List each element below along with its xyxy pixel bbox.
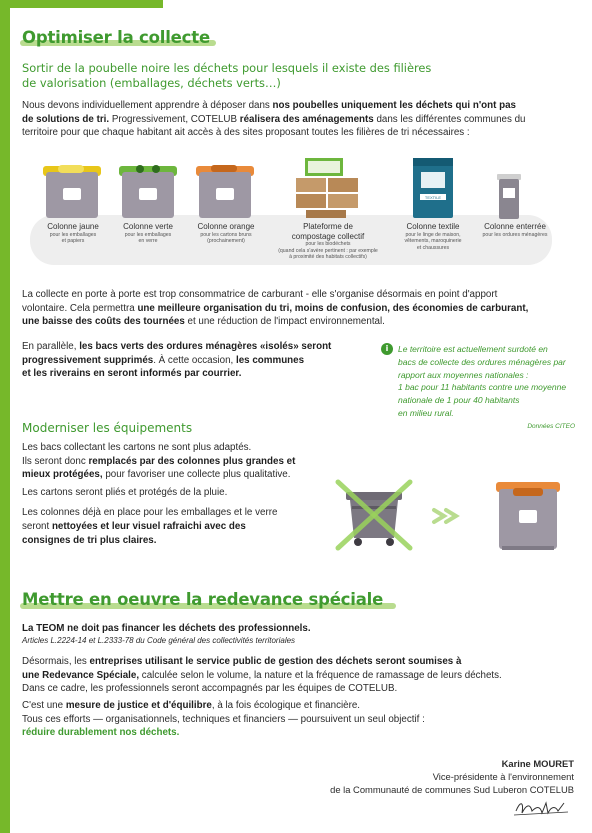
info-note: Le territoire est actuellement surdoté en bacs de collecte des ordures ménagères par rapport aux moyennes nationales : 1 bac pour 11 habitants contre une moyenne nationale de 1 pour 40 habitants en milieu rural. [398,344,567,418]
yellow-column-icon [43,165,101,218]
signatory-name: Karine MOURET [501,758,574,769]
signatory-role: Vice-présidente à l'environnement [432,771,574,782]
bin-label-orange: Colonne orange pour les cartons bruns (prochainement) [197,222,255,244]
top-accent-bar [0,0,163,8]
bin-label-textile: Colonne textile pour le linge de maison, vêtements, maroquinerie et chaussures [404,222,462,251]
old-bin-icon [338,482,410,548]
textile-badge: TEXTILE [424,195,442,200]
collecte-paragraph: La collecte en porte à porte est trop consommatrice de carburant - elle s'organise désormais en point d'apport volontaire. Cela permettra une meilleure organisation du tri, moins de confusion, des économies de carburant, une baisse des coûts des tournées et une réduction de l'impact environnemental. [22,289,529,328]
parallele-paragraph: En parallèle, les bacs verts des ordures ménagères «isolés» seront progressivement supprimés. À cette occasion, les communes et les riverains en seront informés par courrier. [22,341,332,380]
signature-block [330,757,574,796]
info-icon: i [381,343,393,355]
section-title-redevance: Mettre en oeuvre la redevance spéciale [22,590,384,609]
buried-column-icon [497,174,521,219]
green-column-icon [119,165,177,218]
intro-paragraph: Nous devons individuellement apprendre à déposer dans nos poubelles uniquement les déchets qui n'ont pas de solutions de tri. Progressivement, COTELUB réalisera des aménagements dans les différentes communes du territoire pour que chaque habitant ait accès à des sites proposant toutes les filières de tri nécessaires : [22,100,526,139]
left-accent-bar [0,0,10,833]
bin-label-buried: Colonne enterrée pour les ordures ménagères [482,222,548,238]
section-subtitle: Sortir de la poubelle noire les déchets pour lesquels il existe des filières de valorisation (emballages, déchets verts…) [22,61,432,90]
bin-label-green: Colonne verte pour les emballages en verre [123,222,173,244]
handwritten-signature [512,797,572,819]
bin-label-compost: Plateforme de compostage collectif pour les biodéchets (quand cela s'avère pertinent : par exemple à proximité des habitats collectifs) [278,222,378,260]
redevance-paragraph: Désormais, les entreprises utilisant le service public de gestion des déchets seront soumises à une Redevance Spéciale, calculée selon le volume, la nature et la fréquence de ramassage de leurs déchets. Dans ce cadre, les professionnels seront accompagnés par les équipes de COTELUB. [22,656,502,695]
arrow-icon [434,510,456,522]
bin-label-yellow: Colonne jaune pour les emballages et papiers [47,222,99,244]
compost-platform-icon [296,158,358,218]
equipment-comparison [330,476,580,556]
objectif-paragraph: C'est une mesure de justice et d'équilibre, à la fois écologique et financière. Tous ces efforts — organisationnels, techniques et financiers — poursuivent un seul objectif : réduire durablement nos déchets. [22,699,582,740]
bins-illustration [0,150,592,230]
info-source: Données CITEO [527,423,575,430]
moderniser-paragraph: Les bacs collectant les cartons ne sont plus adaptés. Ils seront donc remplacés par des colonnes plus grandes et mieux protégées, pour favoriser une collecte plus qualitative. Les cartons seront pliés et protégés de la pluie. Les colonnes déjà en place pour les emballages et le verre seront nettoyées et leur visuel rafraichi avec des consignes de tri plus claires. [22,442,296,546]
section-title-optimiser: Optimiser la collecte [22,28,210,47]
section-title-moderniser: Moderniser les équipements [22,421,193,435]
signatory-organisation: de la Communauté de communes Sud Luberon COTELUB [330,784,574,795]
objectif-highlight: réduire durablement nos déchets. [22,727,180,739]
teom-paragraph: La TEOM ne doit pas financer les déchets des professionnels. Articles L.2224-14 et L.2333-78 du Code général des collectivités territoriales [22,623,311,645]
new-column-icon [496,482,560,550]
textile-column-icon [413,158,453,218]
orange-column-icon [196,165,254,218]
